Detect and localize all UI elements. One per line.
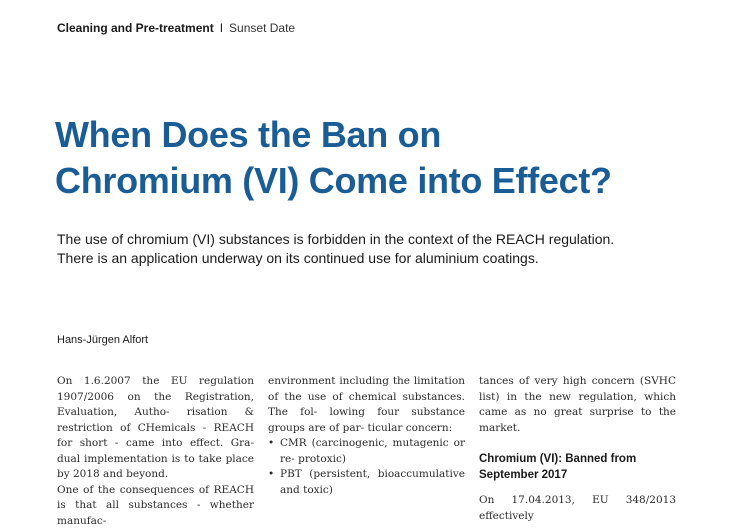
- body-column-1: [57, 374, 254, 529]
- body-column-2: [268, 374, 465, 498]
- text-line: 2018 and beyond.: [73, 468, 169, 480]
- text-line: REACH for short - came into effect. Gra-: [57, 421, 255, 449]
- section-subheading: Chromium (VI): Banned from September 2017: [479, 453, 637, 481]
- lead-line-2: There is an application underway on its continued use for aluminium coatings.: [57, 250, 539, 266]
- bullet-item-pbt: [268, 467, 465, 498]
- article-title: [55, 112, 735, 204]
- text-line: in the new regulation, which came as no: [479, 390, 677, 418]
- header-section: Cleaning and Pre-treatment: [57, 21, 214, 35]
- text-line: lowing four substance groups are of par-: [268, 406, 465, 434]
- text-line: One of the consequences of REACH is: [57, 483, 254, 511]
- bullet-icon: •: [268, 468, 275, 480]
- text-line: On 17.04.2013, EU 348/2013 effectively: [479, 494, 676, 522]
- text-line: dual implementation is to take place by: [57, 452, 254, 480]
- text-line: tances of very high concern (SVHC list): [479, 375, 676, 403]
- column-3-paragraph-2: [479, 493, 676, 524]
- column-1-paragraph: [57, 374, 254, 529]
- article-author: Hans-Jürgen Alfort: [57, 334, 149, 346]
- title-line-2: Chromium (VI) Come into Effect?: [55, 160, 612, 201]
- header-separator: I: [219, 21, 224, 35]
- running-header: [57, 21, 295, 35]
- body-column-3: [479, 374, 676, 524]
- text-line: ticular concern:: [367, 421, 453, 434]
- bullet-text: PBT (persistent, bioaccumulative and toxic): [280, 468, 465, 496]
- text-line: on the Registration, Evaluation, Autho-: [57, 390, 254, 418]
- bullet-icon: •: [268, 437, 275, 449]
- lead-line-1: The use of chromium (VI) substances is forbidden in the context of the REACH regulation.: [57, 231, 615, 247]
- text-line: On 1.6.2007 the EU regulation 1907/2006: [57, 375, 254, 403]
- text-line: environment including the limitation of: [268, 375, 465, 403]
- column-3-paragraph: [479, 374, 676, 436]
- bullet-item-cmr: [268, 436, 465, 467]
- bullet-text: CMR (carcinogenic, mutagenic or re- protoxic): [280, 437, 465, 465]
- header-topic: Sunset Date: [229, 21, 296, 35]
- text-line: risation & restriction of CHemicals -: [57, 406, 254, 434]
- text-line: that all substances - whether manufac-: [57, 499, 254, 527]
- text-line: great surprise to the market.: [479, 406, 677, 434]
- text-line: the use of chemical substances. The fol-: [268, 390, 465, 418]
- column-2-paragraph: [268, 374, 465, 436]
- title-line-1: When Does the Ban on: [55, 114, 442, 155]
- article-lead: [57, 230, 697, 268]
